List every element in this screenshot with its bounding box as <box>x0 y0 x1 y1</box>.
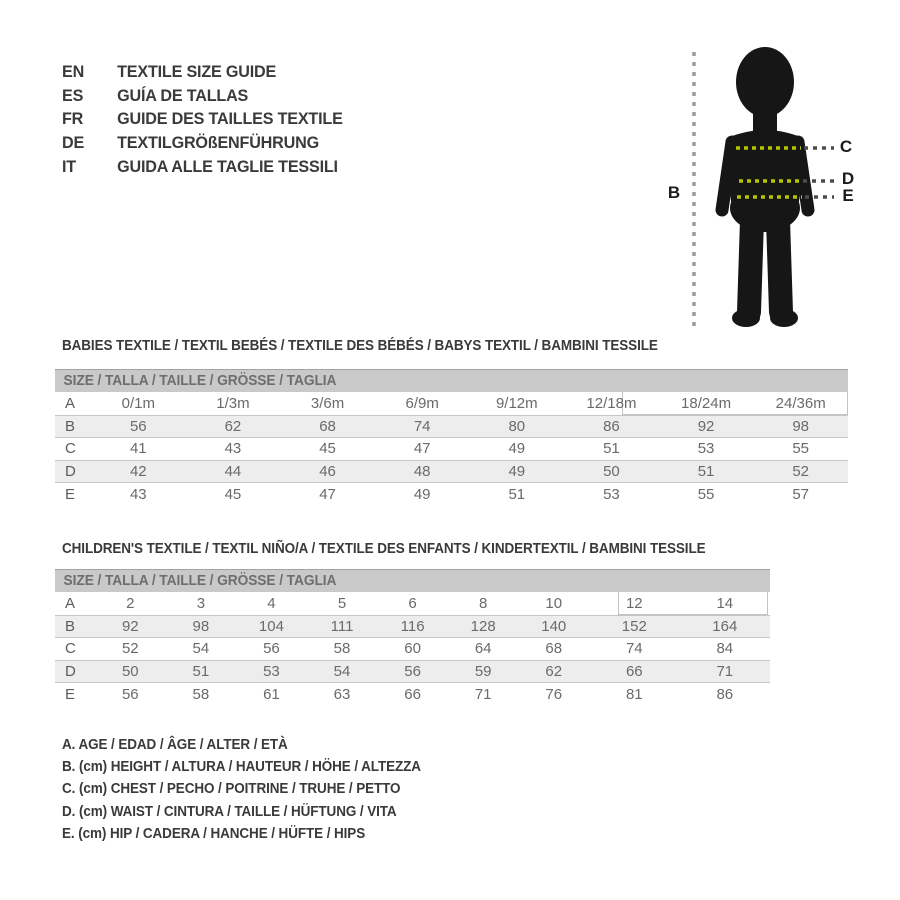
language-row-it <box>62 155 343 179</box>
table-cell: 45 <box>319 440 336 458</box>
table-row-b <box>55 415 848 438</box>
row-label: A <box>65 394 76 412</box>
table-cell: 80 <box>508 417 526 435</box>
language-list <box>62 60 357 178</box>
legend-item-waist: D. (cm) WAIST / CINTURA / TAILLE / HÜFTUNG / VITA <box>62 803 397 820</box>
table-cell: 92 <box>121 617 139 635</box>
language-code: EN <box>62 61 85 81</box>
language-row-de <box>62 131 343 155</box>
table-cell: 9/12m <box>495 394 538 412</box>
table-cell: 111 <box>330 617 354 635</box>
table-cell: 6/9m <box>405 394 439 412</box>
table-cell: 140 <box>541 617 567 635</box>
table-cell: 3/6m <box>310 394 345 412</box>
language-label: GUÍA DE TALLAS <box>117 85 249 105</box>
row-label: D <box>65 663 76 681</box>
table-row-c <box>55 637 770 660</box>
table-cell: 128 <box>470 617 496 635</box>
table-row-c <box>55 437 848 460</box>
table-cell: 53 <box>697 440 715 458</box>
table-cell: 54 <box>333 663 351 681</box>
table-cell: 4 <box>267 594 276 612</box>
table-cell: 49 <box>413 485 431 503</box>
table-cell: 92 <box>697 417 715 435</box>
children-size-table <box>55 569 770 705</box>
table-row-e <box>55 482 848 505</box>
table-cell: 43 <box>129 485 147 503</box>
table-cell: 50 <box>603 463 620 481</box>
table-cell: 6 <box>408 594 417 612</box>
table-cell: 61 <box>263 685 280 703</box>
table-cell: 51 <box>603 440 620 458</box>
language-row-es <box>62 84 343 108</box>
table-cell: 3 <box>196 594 206 612</box>
height-label: B <box>667 183 681 202</box>
table-cell: 12 <box>625 594 643 612</box>
table-cell: 104 <box>258 617 284 635</box>
table-cell: 5 <box>337 594 347 612</box>
table-cell: 71 <box>474 685 492 703</box>
children-table-title: CHILDREN'S TEXTILE / TEXTIL NIÑO/A / TEXTILE DES ENFANTS / KINDERTEXTIL / BAMBINI TESSILE <box>62 541 706 557</box>
row-label: C <box>65 440 76 458</box>
hip-label: E <box>842 186 854 205</box>
table-cell: 116 <box>400 617 425 635</box>
table-cell: 81 <box>625 685 643 703</box>
table-cell: 59 <box>474 663 492 681</box>
table-cell: 8 <box>479 594 488 612</box>
language-label: GUIDE DES TAILLES TEXTILE <box>117 109 343 129</box>
table-cell: 56 <box>263 640 280 658</box>
table-cell: 53 <box>603 485 620 503</box>
table-cell: 71 <box>716 663 734 681</box>
chest-label: C <box>839 137 853 156</box>
language-row-en <box>62 60 343 84</box>
table-cell: 14 <box>716 594 734 612</box>
table-cell: 68 <box>319 417 336 435</box>
table-cell: 52 <box>121 640 139 658</box>
table-cell: 64 <box>474 640 492 658</box>
language-label: GUIDA ALLE TAGLIE TESSILI <box>117 156 338 176</box>
language-row-fr <box>62 107 343 131</box>
table-cell: 50 <box>121 663 139 681</box>
table-row-d <box>55 460 848 483</box>
row-label: C <box>65 640 76 658</box>
language-code: FR <box>62 109 84 129</box>
table-cell: 56 <box>404 663 421 681</box>
table-cell: 52 <box>792 463 810 481</box>
table-row-b <box>55 615 770 638</box>
language-label: TEXTILGRÖßENFÜHRUNG <box>117 132 319 152</box>
table-row-a <box>55 592 770 615</box>
legend-item-height: B. (cm) HEIGHT / ALTURA / HAUTEUR / HÖHE / ALTEZZA <box>62 759 421 776</box>
table-cell: 18/24m <box>681 394 732 412</box>
table-cell: 44 <box>224 463 242 481</box>
row-label: D <box>65 463 76 481</box>
table-cell: 24/36m <box>775 394 826 412</box>
table-row-e <box>55 682 770 705</box>
table-cell: 76 <box>545 685 563 703</box>
table-cell: 53 <box>263 663 280 681</box>
table-cell: 84 <box>716 640 734 658</box>
table-cell: 164 <box>712 617 738 635</box>
table-cell: 51 <box>508 485 526 503</box>
table-cell: 51 <box>192 663 210 681</box>
table-cell: 58 <box>333 640 351 658</box>
table-cell: 74 <box>625 640 643 658</box>
table-cell: 48 <box>413 463 431 481</box>
row-label: B <box>65 617 76 635</box>
measurement-legend <box>62 734 448 845</box>
table-cell: 152 <box>621 617 647 635</box>
table-cell: 0/1m <box>121 394 155 412</box>
table-cell: 46 <box>319 463 336 481</box>
table-cell: 47 <box>319 485 336 503</box>
table-cell: 63 <box>333 685 351 703</box>
table-cell: 58 <box>192 685 210 703</box>
table-cell: 41 <box>129 440 147 458</box>
table-cell: 66 <box>625 663 643 681</box>
table-cell: 49 <box>508 463 526 481</box>
children-table-body <box>55 592 770 705</box>
table-cell: 56 <box>129 417 147 435</box>
table-cell: 98 <box>192 617 210 635</box>
table-cell: 62 <box>545 663 563 681</box>
table-cell: 45 <box>224 485 242 503</box>
table-cell: 2 <box>126 594 135 612</box>
table-cell: 66 <box>404 685 421 703</box>
table-cell: 51 <box>697 463 715 481</box>
legend-item-hip: E. (cm) HIP / CADERA / HANCHE / HÜFTE / HIPS <box>62 825 366 842</box>
waist-label: D <box>841 169 855 188</box>
table-cell: 10 <box>545 594 563 612</box>
row-label: A <box>65 594 76 612</box>
table-cell: 49 <box>508 440 526 458</box>
table-cell: 60 <box>404 640 421 658</box>
legend-item-age: A. AGE / EDAD / ÂGE / ALTER / ETÀ <box>62 737 288 754</box>
table-cell: 86 <box>603 417 620 435</box>
language-label: TEXTILE SIZE GUIDE <box>117 61 277 81</box>
table-cell: 56 <box>121 685 139 703</box>
table-row-a <box>55 392 848 415</box>
table-row-d <box>55 660 770 683</box>
legend-item-chest: C. (cm) CHEST / PECHO / POITRINE / TRUHE / PETTO <box>62 781 401 798</box>
size-header-label: SIZE / TALLA / TAILLE / GRÖSSE / TAGLIA <box>63 373 337 389</box>
table-cell: 57 <box>792 485 810 503</box>
table-cell: 98 <box>792 417 810 435</box>
table-cell: 12/18m <box>586 394 637 412</box>
language-code: DE <box>62 132 85 152</box>
table-cell: 54 <box>192 640 210 658</box>
table-cell: 43 <box>224 440 242 458</box>
size-header-label: SIZE / TALLA / TAILLE / GRÖSSE / TAGLIA <box>63 573 337 589</box>
row-label: E <box>65 485 76 503</box>
table-cell: 68 <box>545 640 563 658</box>
table-cell: 42 <box>129 463 147 481</box>
table-cell: 47 <box>413 440 431 458</box>
language-code: IT <box>62 156 76 176</box>
table-cell: 55 <box>792 440 810 458</box>
babies-table-title: BABIES TEXTILE / TEXTIL BEBÉS / TEXTILE DES BÉBÉS / BABYS TEXTIL / BAMBINI TESSILE <box>62 338 658 354</box>
row-label: E <box>65 685 76 703</box>
table-cell: 55 <box>697 485 715 503</box>
language-code: ES <box>62 85 84 105</box>
table-cell: 1/3m <box>216 394 250 412</box>
table-cell: 74 <box>413 417 431 435</box>
child-body <box>722 47 808 327</box>
babies-table-body <box>55 392 848 505</box>
table-cell: 62 <box>224 417 242 435</box>
table-cell: 86 <box>716 685 734 703</box>
size-header-row <box>55 369 848 392</box>
size-header-row <box>55 569 770 592</box>
babies-size-table <box>55 369 848 505</box>
row-label: B <box>65 417 76 435</box>
